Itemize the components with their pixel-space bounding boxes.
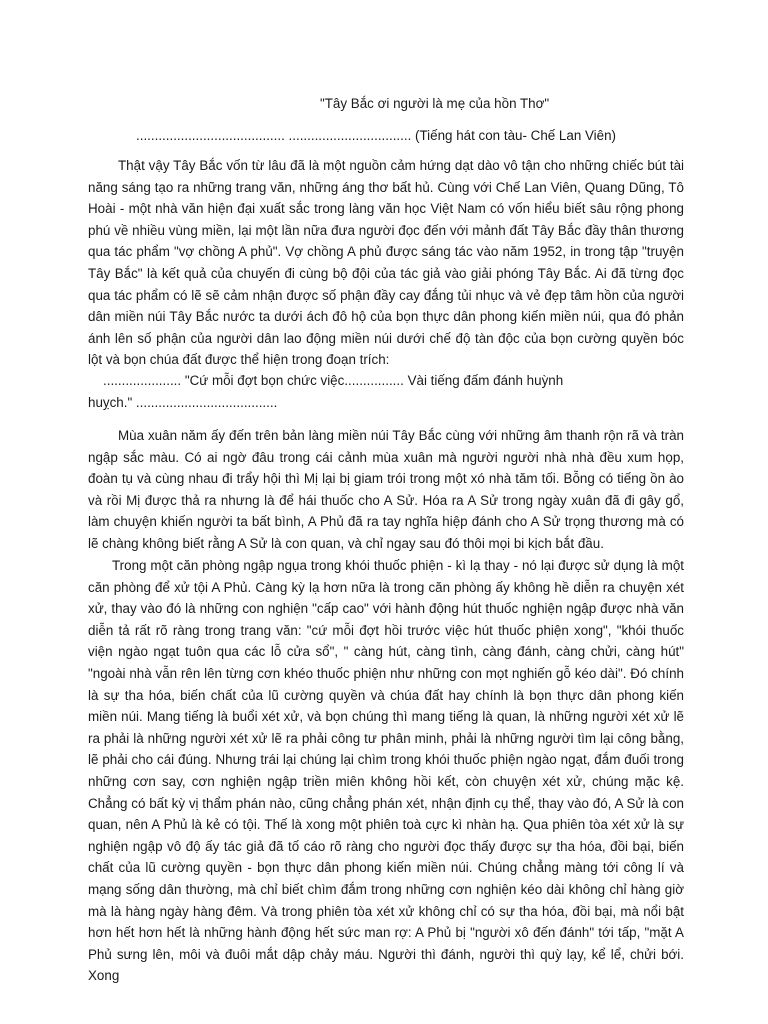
excerpt-quote-line-1: ..................... "Cứ mỗi đợt bọn chức việc................ Vài tiếng đấm đánh huỳnh [103,373,564,388]
paragraph-trial: Trong một căn phòng ngập ngụa trong khói thuốc phiện - kì lạ thay - nó lại được sử dụng là một căn phòng để xử tội A Phủ. Càng kỳ lạ hơn nữa là trong căn phòng ấy không hề diễn ra chuyện xét xử, thay vào đó là những con nghiện "cấp cao" với hành động hút thuốc nghiện ngập được nhà văn diễn tả rất rõ ràng trong trang văn: "cứ mỗi đợt hồi trước việc hút thuốc phiện xong", "khói thuốc viện ngào ngạt tuôn qua các lỗ cửa sổ", " càng hút, càng tình, càng đánh, càng chửi, càng hút" "ngoài nhà vẫn rên lên từng cơn khéo thuốc phiện như những con mọt nghiến gỗ kéo dài". Đó chính là sự tha hóa, biến chất của lũ cường quyền và chúa đất hay chính là bọn thực dân phong kiến miền núi. Mang tiếng là buổi xét xử, và bọn chúng thì mang tiếng là quan, là những người xét xử lẽ ra phải là những người xét xử lẽ ra phải công tư phân minh, phải là những người tìm lại công bằng, lẽ phải cho cái đúng. Nhưng trái lại chúng lại chìm trong khói thuốc phiện ngào ngạt, đắm đuối trong những cơn say, cơn nghiện ngập triền miên không hồi kết, còn chuyện xét xử, chúng mặc kệ. Chẳng có bất kỳ vị thẩm phán nào, cũng chẳng phán xét, nhận định cụ thể, thay vào đó, A Sử là con quan, nên A Phủ là kẻ có tội. Thế là xong một phiên toà cực kì nhàn hạ. Qua phiên tòa xét xử là sự nghiện ngập vô độ ấy tác giả đã tố cáo rõ ràng cho người đọc thấy được sự tha hóa, đồi bại, biến chất của lũ cường quyền - bọn thực dân phong kiến miền núi. Chúng chẳng màng tới công lí và mạng sống dân thường, mà chỉ biết chìm đắm trong những cơn nghiện kéo dài không chỉ hàng giờ mà là hàng ngày hàng đêm. Và trong phiên tòa xét xử không chỉ có sự tha hóa, đồi bại, mà nổi bật hơn hết hơn hết là những hành động hết sức man rợ: A Phủ bị "người xô đến đánh" tới tấp, "mặt A Phủ sưng lên, môi và đuôi mắt dập chảy máu. Người thì đánh, người thì quỳ lạy, kể lể, chửi bới. Xong [88,558,684,984]
epigraph-line: "Tây Bắc ơi người là mẹ của hồn Thơ" [320,96,550,111]
paragraph-spring: Mùa xuân năm ấy đến trên bản làng miền núi Tây Bắc cùng với những âm thanh rộn rã và tràn ngập sắc màu. Có ai ngờ đâu trong cái cảnh mùa xuân mà người người nhà nhà đều xum họp, đoàn tụ và cùng nhau đi trẩy hội thì Mị lại bị giam trói trong một xó nhà tăm tối. Bỗng có tiếng ồn ào và rồi Mị được thả ra nhưng là để hái thuốc cho A Sử. Hóa ra A Sử trong ngày xuân đã đi gây gổ, làm chuyện khiến người ta bất bình, A Phủ đã ra tay nghĩa hiệp đánh cho A Sử trọng thương mà có lẽ chàng không biết rằng A Sử là con quan, và chỉ ngay sau đó thôi mọi bi kịch bắt đầu. [88,428,684,551]
paragraph-intro: Thật vậy Tây Bắc vốn từ lâu đã là một nguồn cảm hứng dạt dào vô tận cho những chiếc bút tài năng sáng tạo ra những trang văn, những áng thơ bất hủ. Cùng với Chế Lan Viên, Quang Dũng, Tô Hoài - một nhà văn hiện đại xuất sắc trong làng văn học Việt Nam có vốn hiểu biết sâu rộng phong phú về nhiều vùng miền, lại một lần nữa đưa người đọc đến với mảnh đất Tây Bắc đầy thân thương qua tác phẩm "vợ chồng A phủ". Vợ chồng A phủ được sáng tác vào năm 1952, in trong tập "truyện Tây Bắc" là kết quả của chuyến đi cùng bộ đội của tác giả vào giải phóng Tây Bắc. Ai đã từng đọc qua tác phẩm có lẽ sẽ cảm nhận được số phận đầy cay đắng tủi nhục và vẻ đẹp tâm hồn của người dân miền núi Tây Bắc nước ta dưới ách đô hộ của bọn thực dân phong kiến miền núi, qua đó phản ánh lên số phận của người dân lao động miền núi dưới chế độ tàn độc của bọn cường quyền bóc lột và bọn chúa đất được thể hiện trong đoạn trích: [88,158,684,368]
excerpt-quote-line-2: huỵch." ...................................... [88,394,278,410]
epigraph-attribution: ........................................ ................................. (Tiếng hát con tàu- Chế Lan Viên) [136,128,617,143]
excerpt-quote [88,370,684,413]
